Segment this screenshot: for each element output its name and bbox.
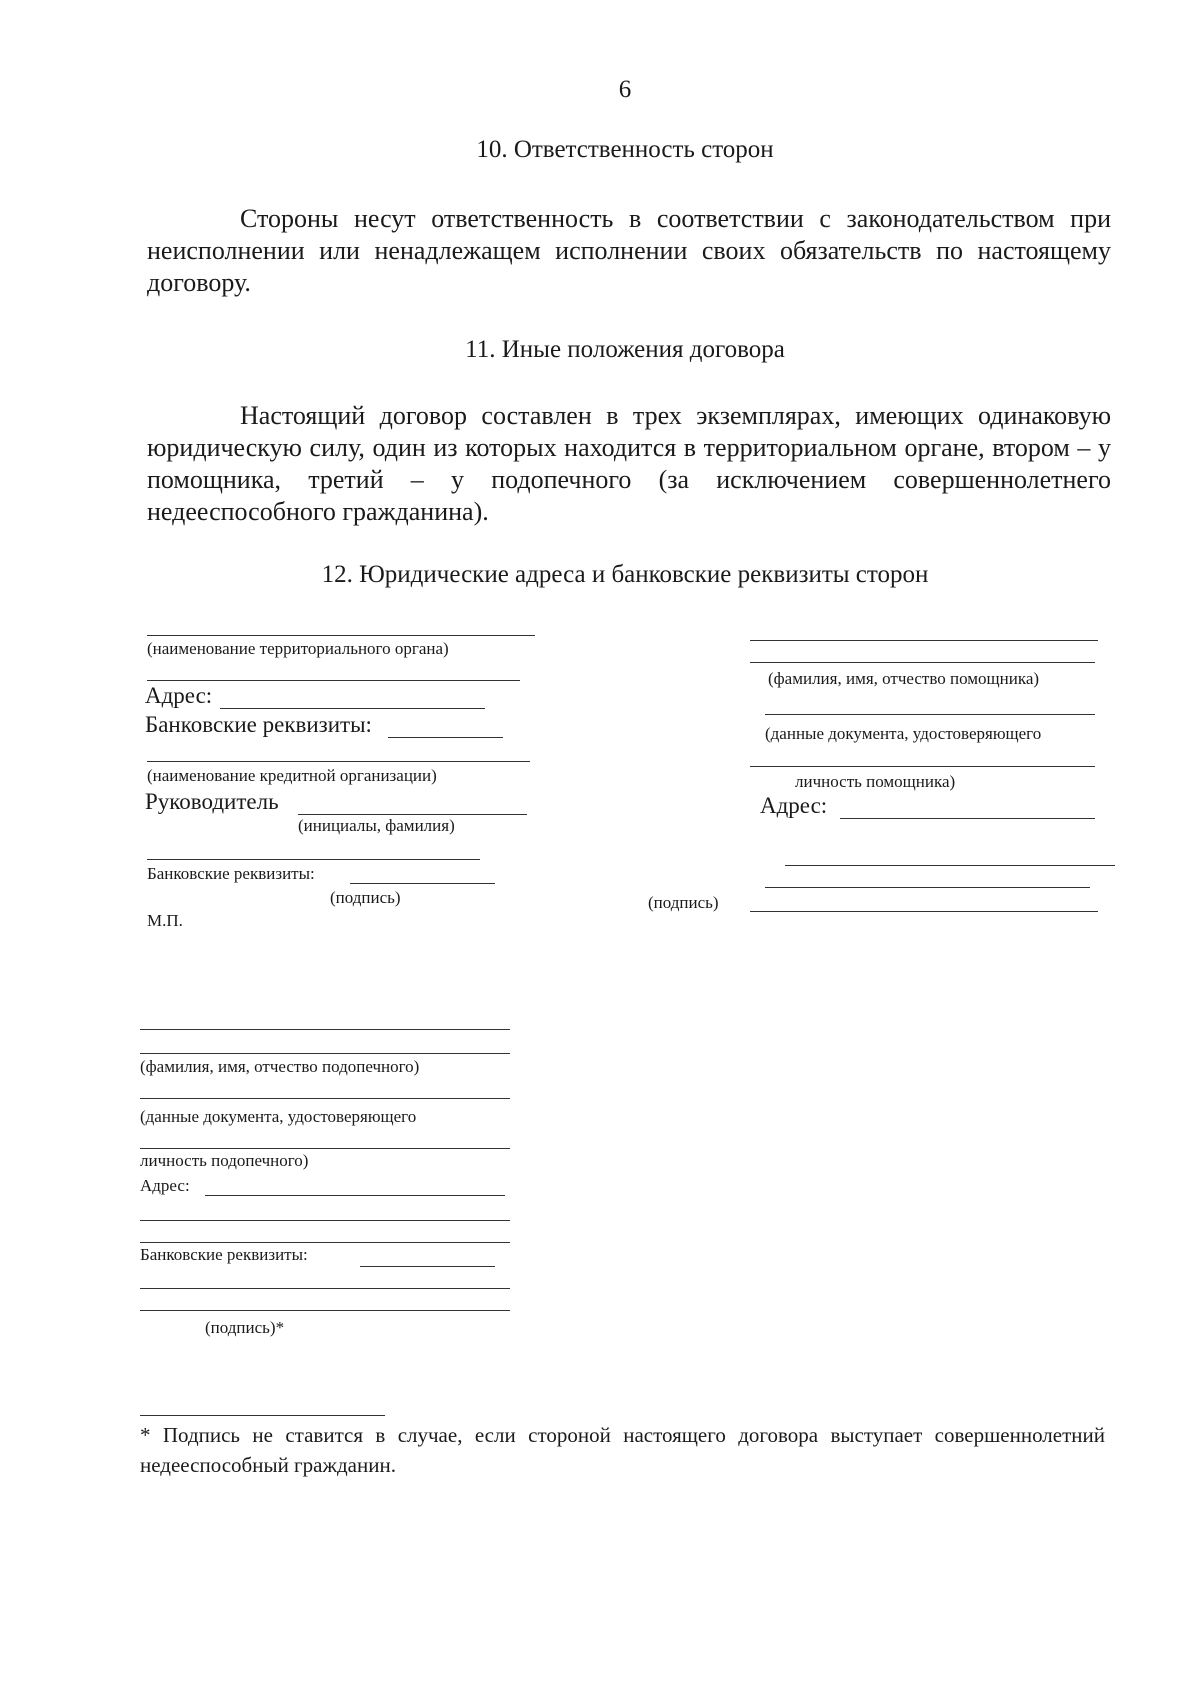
ward-address-label: Адрес: — [140, 1176, 190, 1195]
left-bank-label: Банковские реквизиты: — [145, 712, 372, 737]
org-extra-line — [147, 680, 520, 681]
head-label: Руководитель — [145, 789, 279, 814]
right-line-3 — [765, 714, 1095, 715]
right-sign-line — [750, 911, 1098, 912]
right-line-4 — [750, 766, 1095, 767]
right-line-5 — [785, 865, 1115, 866]
ward-bank-label: Банковские реквизиты: — [140, 1245, 308, 1264]
ward-address-line — [205, 1195, 505, 1196]
ward-line-6 — [140, 1242, 510, 1243]
stamp-label: М.П. — [147, 911, 183, 930]
assistant-doc-caption-2: личность помощника) — [795, 772, 956, 791]
initials-caption: (инициалы, фамилия) — [298, 816, 455, 835]
ward-line-4 — [140, 1148, 510, 1149]
ward-line-2 — [140, 1053, 510, 1054]
section-10-heading: 10. Ответственность сторон — [476, 136, 774, 163]
left-bank-line — [388, 737, 503, 738]
right-line-2 — [750, 662, 1095, 663]
ward-bank-line — [360, 1266, 495, 1267]
ward-name-caption: (фамилия, имя, отчество подопечного) — [140, 1057, 420, 1076]
section-11-heading: 11. Иные положения договора — [465, 336, 785, 363]
ward-line-5 — [140, 1220, 510, 1221]
section-12-heading: 12. Юридические адреса и банковские реквизиты сторон — [321, 561, 929, 588]
credit-org-line — [147, 761, 530, 762]
ward-doc-caption-1: (данные документа, удостоверяющего — [140, 1107, 417, 1126]
footnote: * Подпись не ставится в случае, если стороной настоящего договора выступает совершеннолетний недееспособный гражданин. — [140, 1423, 1105, 1477]
ward-line-3 — [140, 1098, 510, 1099]
ward-line-1 — [140, 1029, 510, 1030]
right-line-1 — [750, 640, 1098, 641]
left-address-label: Адрес: — [145, 683, 213, 708]
section-11-text: Настоящий договор составлен в трех экземплярах, имеющих одинаковую юридическую силу, один из которых находится в территориальном органе, втором – у помощника, третий – у подопечного (за исключением совершеннолетнего недееспособного гражданина). — [147, 401, 1111, 526]
left-bank-small-line — [350, 883, 495, 884]
section-10-paragraph — [147, 203, 1111, 299]
section-11-paragraph — [147, 400, 1111, 528]
page-number: 6 — [618, 76, 632, 103]
org-name-line — [147, 635, 535, 636]
org-caption: (наименование территориального органа) — [147, 639, 449, 658]
assistant-name-caption: (фамилия, имя, отчество помощника) — [768, 669, 1040, 688]
credit-org-caption: (наименование кредитной организации) — [147, 766, 437, 785]
ward-signature-caption: (подпись)* — [205, 1318, 285, 1337]
left-signature-caption: (подпись) — [330, 888, 401, 907]
footnote-separator — [140, 1415, 385, 1416]
right-address-label: Адрес: — [760, 793, 828, 818]
head-line — [298, 814, 527, 815]
left-bank-label-small: Банковские реквизиты: — [147, 864, 315, 883]
right-signature-caption: (подпись) — [648, 893, 719, 912]
ward-sign-line — [140, 1310, 510, 1311]
assistant-doc-caption-1: (данные документа, удостоверяющего — [765, 724, 1042, 743]
left-address-line — [220, 708, 485, 709]
section-10-text: Стороны несут ответственность в соответствии с законодательством при неисполнении или ненадлежащем исполнении своих обязательств по настоящему договору. — [147, 204, 1111, 297]
right-address-line — [840, 818, 1095, 819]
right-line-6 — [765, 887, 1090, 888]
ward-doc-caption-2: личность подопечного) — [140, 1151, 309, 1170]
ward-line-7 — [140, 1288, 510, 1289]
left-sign-line — [147, 859, 480, 860]
